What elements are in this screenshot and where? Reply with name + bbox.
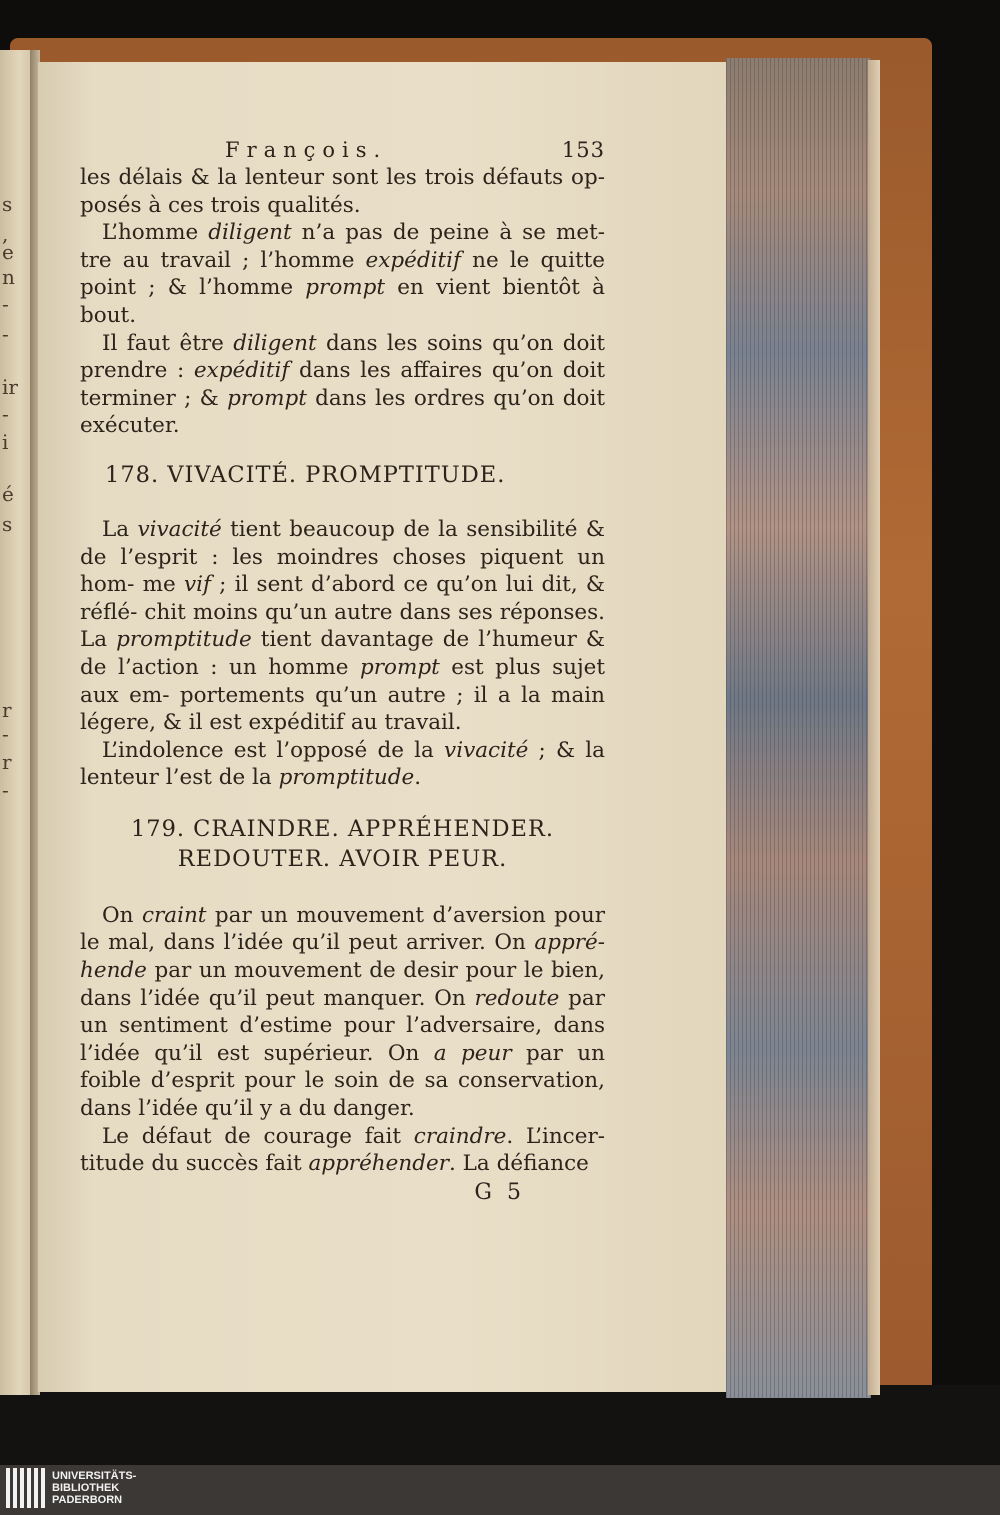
page-text xyxy=(80,138,605,1205)
left-page-fragment: - xyxy=(2,402,9,426)
left-page-fragment: - xyxy=(2,322,9,346)
left-page-fragment: r xyxy=(2,698,12,722)
section-heading-178: 178. VIVACITÉ. PROMPTITUDE. xyxy=(105,461,506,488)
paragraph: L’homme diligent n’a pas de peine à se met- tre au travail ; l’homme expéditif ne le quitte point ; & l’homme prompt en vient bientôt à bout. xyxy=(80,220,605,328)
left-page-fragment: ir xyxy=(2,375,18,399)
paragraph: Le défaut de courage fait craindre. L’incer- titude du succès fait appréhender. La défiance xyxy=(80,1123,605,1177)
left-page-fragment: - xyxy=(2,722,9,746)
left-page-fragment: - xyxy=(2,778,9,802)
page-edges xyxy=(726,58,871,1398)
left-page-fragment: e xyxy=(2,240,14,264)
page-number: 153 xyxy=(561,138,605,162)
library-logo-icon xyxy=(6,1468,45,1508)
heading-line: REDOUTER. AVOIR PEUR. xyxy=(177,845,508,872)
left-page-fragment: é xyxy=(2,482,14,506)
footer-bar xyxy=(0,1465,1000,1515)
page-edge-rim xyxy=(868,60,880,1395)
left-page-fragment: n xyxy=(2,265,15,289)
paragraph: La vivacité tient beaucoup de la sensibilité & de l’esprit : les moindres choses piquent un hom- me vif ; il sent d’abord ce qu’on lui dit, & réflé- chit moins qu’un autre dans ses réponses. La promptitude tient davantage de l’humeur & de l’action : un homme prompt est plus sujet aux em- portements qu’un autre ; il a la main légere, & il est expéditif au travail. xyxy=(80,516,605,736)
left-page-fragment: , xyxy=(2,222,9,246)
paragraph: On craint par un mouvement d’aversion pour le mal, dans l’idée qu’il peut arriver. On appré- hende par un mouvement de desir pour le bien, dans l’idée qu’il peut manquer. On redoute par un sentiment d’estime pour l’adversaire, dans l’idée qu’il est supérieur. On a peur par un foible d’esprit pour le soin de sa conservation, dans l’idée qu’il y a du danger. xyxy=(80,902,606,1122)
left-page-fragment: s xyxy=(2,512,13,536)
left-page-edge xyxy=(0,50,32,1395)
section-heading-179 xyxy=(80,814,605,874)
left-page-fragment: r xyxy=(2,750,12,774)
running-header xyxy=(80,138,605,162)
paragraph: L’indolence est l’opposé de la vivacité ; & la lenteur l’est de la promptitude. xyxy=(80,737,605,791)
left-page-fragment: i xyxy=(2,430,9,454)
heading-line: 179. CRAINDRE. APPRÉHENDER. xyxy=(130,815,555,842)
running-head: François. xyxy=(225,138,388,162)
paragraph: Il faut être diligent dans les soins qu’on doit prendre : expéditif dans les affaires qu’on doit terminer ; & prompt dans les ordres qu’on doit exécuter. xyxy=(80,330,605,439)
paragraph: les délais & la lenteur sont les trois défauts op- posés à ces trois qualités. xyxy=(80,165,605,218)
signature-mark: G 5 xyxy=(474,1179,525,1205)
library-logo-text: UNIVERSITÄTS- BIBLIOTHEK PADERBORN xyxy=(52,1470,137,1506)
left-page-fragment: s xyxy=(2,192,13,216)
left-page-fragment: - xyxy=(2,292,9,316)
